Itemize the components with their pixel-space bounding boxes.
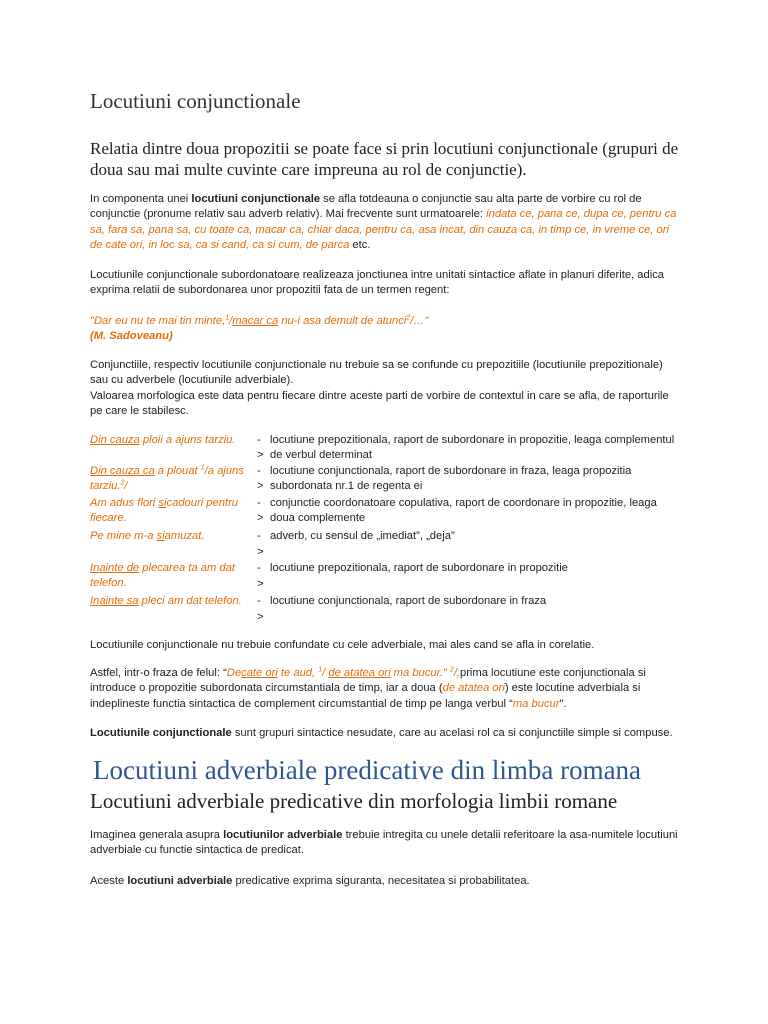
paragraph-aceste <box>90 874 682 889</box>
quote-text: / <box>229 315 233 327</box>
example-text: ploii a ajuns tarziu. <box>139 434 236 446</box>
arrow-marker: > <box>257 546 264 558</box>
text: In componenta unei <box>90 193 192 205</box>
example-text: Pe mine m-a <box>90 530 157 542</box>
dash-marker: - <box>257 465 261 477</box>
intro-paragraph: Relatia dintre doua propozitii se poate face si prin locutiuni conjunctionale (grupuri de doua sau mai multe cuvinte care impreuna au rol de conjunctie). <box>90 139 679 179</box>
example-text: ma bucur <box>512 697 560 710</box>
description-line: conjunctie coordonatoare copulativa, raport de coordonare in propozitie, leaga <box>270 497 657 509</box>
example-text: de atatea ori <box>442 682 505 695</box>
example-underlined: Inainte de <box>90 562 140 574</box>
example-underlined: de atatea ori <box>328 667 391 679</box>
bold-term: Locutiunile conjunctionale <box>90 727 232 739</box>
paragraph-componenta <box>90 192 682 254</box>
example-left <box>90 433 260 448</box>
example-underlined: Din cauza <box>90 434 140 446</box>
arrow-marker: > <box>257 512 264 524</box>
example-left <box>90 529 260 544</box>
superscript: 1 <box>225 314 230 322</box>
example-text: Am adus flori <box>90 497 159 509</box>
example-underlined: cate ori <box>241 667 278 679</box>
paragraph-imaginea <box>90 828 682 859</box>
arrow-marker: > <box>257 480 264 492</box>
bold-term: locutiuni adverbiale <box>127 875 233 887</box>
example-description: locutiune prepozitionala, raport de subordonare in propozitie <box>270 562 568 574</box>
paragraph-subordonatoare: Locutiunile conjunctionale subordonatoare realizeaza jonctiunea intre unitati sintactice aflate in planuri diferite, adica exprima relatii de subordonarea unor propozitii fata de un termen regent: <box>90 269 665 297</box>
superscript: 1 <box>200 464 205 472</box>
text: Imaginea generala asupra <box>90 829 224 841</box>
dash-marker: - <box>257 434 261 446</box>
description-line: locutiune prepozitionala, raport de subordonare in propozitie, leaga complementul <box>270 434 675 446</box>
locutiuni-list: indata ce, pana ce, dupa ce, pentru ca sa, fara sa, pana sa, cu toate ca, macar ca, chiar daca, pentru ca, asa incat, din cauza ca, in timp ce, in vreme ce, ori de cate ori, in loc sa, ca si cand, ca si cum, de parca <box>90 208 677 252</box>
example-underlined: si <box>158 497 167 509</box>
dash-marker: - <box>257 595 261 607</box>
dash-marker: - <box>257 562 261 574</box>
quote-block <box>90 314 682 345</box>
superscript: 1 <box>318 666 323 674</box>
quote-author: (M. Sadoveanu) <box>90 330 173 343</box>
example-text: plecarea ta am dat telefon. <box>90 562 235 590</box>
example-text: / <box>322 667 329 679</box>
section-heading: Locutiuni adverbiale predicative din limba romana <box>93 755 642 785</box>
description-line: de verbul determinat <box>270 449 372 462</box>
text: Astfel, intr-o fraza de felul: “ <box>90 667 227 679</box>
bold-term: locutiunilor adverbiale <box>223 829 343 841</box>
bold-term: locutiuni conjunctionale <box>191 193 321 205</box>
quote-text: "Dar eu nu te mai tin minte, <box>90 315 226 327</box>
text: ". <box>559 697 567 710</box>
paragraph-astfel <box>90 666 682 712</box>
superscript: 2 <box>120 479 125 487</box>
paragraph-conjunctiile <box>90 358 682 420</box>
quote-text: /…" <box>410 315 429 327</box>
example-text: ma bucur.” <box>390 667 450 679</box>
text: ) este locutine adverbiala si indeplineste functia sintactica de complement circumstantial de timp pe langa verbul “ <box>90 682 641 710</box>
example-text: /, <box>453 667 460 679</box>
description-line: doua complemente <box>270 512 366 525</box>
example-description <box>270 433 682 464</box>
example-text: te aud, <box>277 667 319 679</box>
example-description: locutiune conjunctionala, raport de subordonare in fraza <box>270 595 547 607</box>
example-text: /a ajuns tarziu. <box>90 465 244 493</box>
arrow-marker: > <box>257 611 264 623</box>
example-text: amuzat. <box>164 530 205 542</box>
example-text: pleci am dat telefon. <box>138 595 242 607</box>
quote-text: nu-i asa demult de atunci <box>278 315 407 327</box>
dash-marker: - <box>257 530 261 542</box>
quote-underlined: macar ca <box>232 315 279 327</box>
paragraph-nesudate <box>90 726 682 741</box>
section-subheading: Locutiuni adverbiale predicative din morfologia limbii romane <box>90 789 618 813</box>
example-left <box>90 594 260 609</box>
example-text: / <box>124 480 128 493</box>
superscript: 2 <box>406 314 411 322</box>
paragraph-corelatie: Locutiunile conjunctionale nu trebuie confundate cu cele adverbiale, mai ales cand se afla in corelatie. <box>90 639 595 651</box>
example-text: cadouri pentru fiecare. <box>90 497 239 525</box>
example-description: adverb, cu sensul de „imediat”, „deja” <box>270 530 455 542</box>
example-underlined: Din cauza ca <box>90 465 155 477</box>
example-underlined: Inainte sa <box>90 595 139 607</box>
text: prima locutiune este conjunctionala si introduce o propozitie subordonata circumstantiala de timp, iar a doua ( <box>90 667 646 695</box>
example-underlined: si <box>156 530 165 542</box>
text: sunt grupuri sintactice nesudate, care au acelasi rol ca si conjunctiile simple si compuse. <box>231 727 673 739</box>
example-left <box>90 464 260 495</box>
text: trebuie intregita cu unele detalii referitoare la asa-numitele locutiuni adverbiale cu functie sintactica de predicat. <box>90 829 678 857</box>
description-line: subordonata nr.1 de regenta ei <box>270 480 423 493</box>
example-description <box>270 464 682 495</box>
text: se afla totdeauna o conjunctie sau alta parte de vorbire cu rol de conjunctie (pronume relativ sau adverb relativ). Mai frecvente sunt urmatoarele: <box>90 193 642 221</box>
dash-marker: - <box>257 497 261 509</box>
example-left <box>90 561 260 592</box>
text: etc. <box>349 239 371 252</box>
superscript: 2 <box>449 666 454 674</box>
page-title: Locutiuni conjunctionale <box>90 89 301 113</box>
example-text: a plouat <box>154 465 201 477</box>
description-line: locutiune conjunctionala, raport de subordonare in fraza, leaga propozitia <box>270 465 632 477</box>
example-left <box>90 496 260 527</box>
arrow-marker: > <box>257 449 264 461</box>
text: predicative exprima siguranta, necesitatea si probabilitatea. <box>232 875 530 887</box>
example-description <box>270 496 682 527</box>
text: Valoarea morfologica este data pentru fiecare dintre aceste parti de vorbire de contextul in care se afla, de raporturile pe care le stabilesc. <box>90 389 669 418</box>
text: Conjunctiile, respectiv locutiunile conjunctionale nu trebuie sa se confunde cu prepozitiile (locutiunile prepozitionale) sau cu adverbele (locutiunile adverbiale). <box>90 359 663 387</box>
example-text: De <box>226 667 242 679</box>
arrow-marker: > <box>257 578 264 590</box>
text: Aceste <box>90 875 128 887</box>
